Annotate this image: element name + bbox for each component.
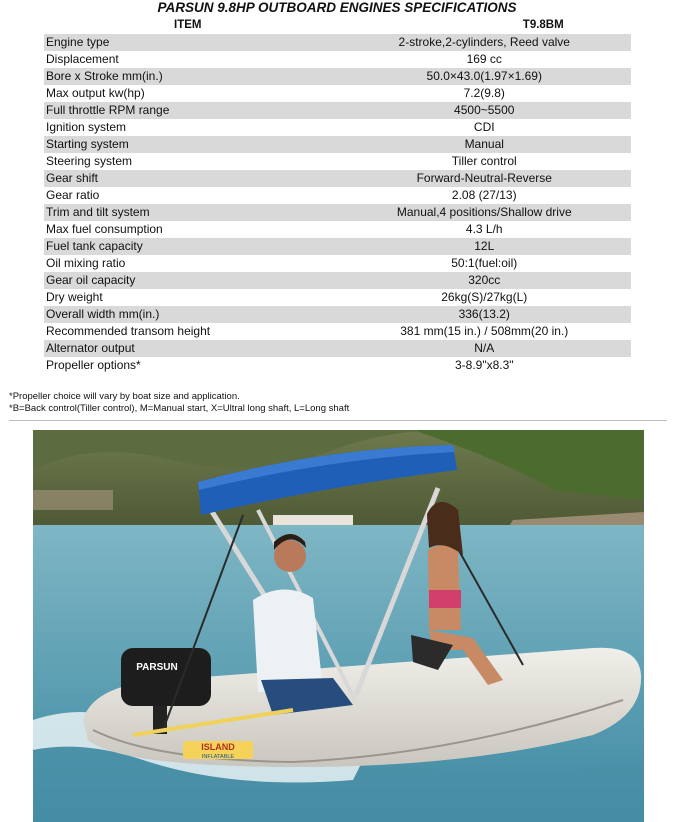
spec-value: 381 mm(15 in.) / 508mm(20 in.): [338, 323, 632, 340]
boat-logo-text-1: ISLAND: [201, 742, 235, 752]
spec-row: [44, 187, 631, 204]
footnotes: [9, 391, 349, 415]
spec-row: [44, 153, 631, 170]
divider: [9, 420, 667, 421]
spec-value: 336(13.2): [338, 306, 632, 323]
spec-value: Tiller control: [338, 153, 632, 170]
spec-label: Steering system: [44, 153, 338, 170]
spec-row: [44, 51, 631, 68]
spec-label: Full throttle RPM range: [44, 102, 338, 119]
boat-photo: [33, 430, 644, 822]
boat-photo-illustration: [33, 430, 644, 822]
spec-label: Ignition system: [44, 119, 338, 136]
spec-label: Displacement: [44, 51, 338, 68]
spec-value: 3-8.9"x8.3": [338, 357, 632, 374]
spec-row: [44, 255, 631, 272]
spec-value: 50:1(fuel:oil): [338, 255, 632, 272]
spec-label: Fuel tank capacity: [44, 238, 338, 255]
spec-row: [44, 221, 631, 238]
spec-value: Manual: [338, 136, 632, 153]
spec-table: [44, 17, 631, 374]
spec-label: Gear oil capacity: [44, 272, 338, 289]
footnote-propeller: *Propeller choice will vary by boat size and application.: [9, 391, 240, 402]
spec-row: [44, 238, 631, 255]
spec-row: [44, 357, 631, 374]
spec-label: Max fuel consumption: [44, 221, 338, 238]
spec-row: [44, 340, 631, 357]
header-item: ITEM: [44, 17, 338, 34]
spec-table-header: [44, 17, 631, 34]
spec-value: 169 cc: [338, 51, 632, 68]
spec-label: Trim and tilt system: [44, 204, 338, 221]
spec-value: 7.2(9.8): [338, 85, 632, 102]
spec-label: Engine type: [44, 34, 338, 51]
spec-label: Alternator output: [44, 340, 338, 357]
spec-row: [44, 289, 631, 306]
engine-brand-text: PARSUN: [136, 662, 178, 673]
spec-value: 26kg(S)/27kg(L): [338, 289, 632, 306]
spec-value: Forward-Neutral-Reverse: [338, 170, 632, 187]
spec-label: Oil mixing ratio: [44, 255, 338, 272]
spec-value: 2-stroke,2-cylinders, Reed valve: [338, 34, 632, 51]
spec-label: Recommended transom height: [44, 323, 338, 340]
outboard-engine: [121, 648, 211, 706]
spec-row: [44, 102, 631, 119]
spec-label: Gear ratio: [44, 187, 338, 204]
spec-row: [44, 85, 631, 102]
spec-label: Gear shift: [44, 170, 338, 187]
spec-label: Bore x Stroke mm(in.): [44, 68, 338, 85]
spec-value: N/A: [338, 340, 632, 357]
spec-label: Starting system: [44, 136, 338, 153]
spec-label: Overall width mm(in.): [44, 306, 338, 323]
spec-label: Propeller options*: [44, 357, 338, 374]
spec-value: 50.0×43.0(1.97×1.69): [338, 68, 632, 85]
spec-row: [44, 272, 631, 289]
spec-value: 4500~5500: [338, 102, 632, 119]
spec-row: [44, 119, 631, 136]
spec-row: [44, 323, 631, 340]
spec-row: [44, 170, 631, 187]
spec-label: Dry weight: [44, 289, 338, 306]
page-title: PARSUN 9.8HP OUTBOARD ENGINES SPECIFICATIONS: [157, 0, 517, 15]
spec-value: Manual,4 positions/Shallow drive: [338, 204, 632, 221]
spec-value: CDI: [338, 119, 632, 136]
spec-value: 2.08 (27/13): [338, 187, 632, 204]
spec-row: [44, 34, 631, 51]
header-model: T9.8BM: [338, 17, 632, 34]
spec-row: [44, 136, 631, 153]
footnote-codes: *B=Back control(Tiller control), M=Manual start, X=Ultral long shaft, L=Long shaft: [9, 403, 350, 414]
spec-label: Max output kw(hp): [44, 85, 338, 102]
spec-value: 320cc: [338, 272, 632, 289]
spec-value: 4.3 L/h: [338, 221, 632, 238]
spec-value: 12L: [338, 238, 632, 255]
boat-logo-text-2: INFLATABLE: [201, 754, 235, 760]
spec-row: [44, 204, 631, 221]
spec-row: [44, 68, 631, 85]
spec-row: [44, 306, 631, 323]
